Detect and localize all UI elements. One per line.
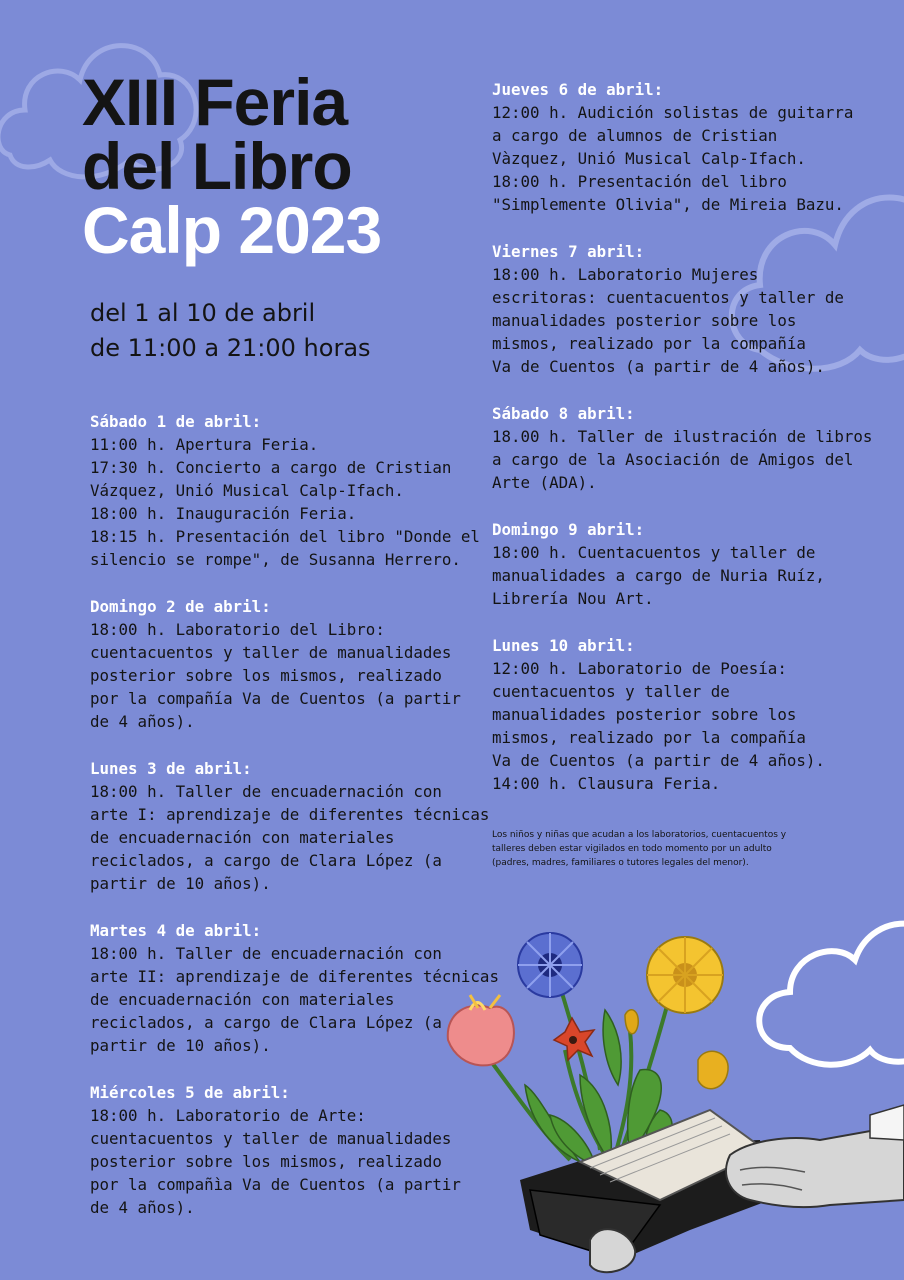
- day-block: [90, 1081, 461, 1219]
- event-line: 18.00 h. Taller de ilustración de libros: [492, 427, 873, 446]
- flower-icon: [518, 933, 582, 997]
- day-block: [90, 919, 499, 1057]
- day-block: [492, 518, 825, 610]
- day-heading: Lunes 10 abril:: [492, 636, 635, 655]
- event-line: Vàzquez, Unió Musical Calp-Ifach.: [492, 149, 806, 168]
- title-line-3: Calp 2023: [82, 193, 382, 267]
- event-line: arte I: aprendizaje de diferentes técnicas: [90, 805, 490, 824]
- event-line: manualidades posterior sobre los: [492, 705, 797, 724]
- event-line: Va de Cuentos (a partir de 4 años).: [492, 357, 825, 376]
- day-heading: Miércoles 5 de abril:: [90, 1083, 290, 1102]
- event-line: de encuadernación con materiales: [90, 990, 395, 1009]
- event-line: 18:00 h. Laboratorio Mujeres: [492, 265, 759, 284]
- event-line: posterior sobre los mismos, realizado: [90, 666, 442, 685]
- event-line: silencio se rompe", de Susanna Herrero.: [90, 550, 461, 569]
- event-line: posterior sobre los mismos, realizado: [90, 1152, 442, 1171]
- event-line: arte II: aprendizaje de diferentes técnicas: [90, 967, 499, 986]
- day-block: [90, 410, 480, 571]
- event-line: 12:00 h. Laboratorio de Poesía:: [492, 659, 787, 678]
- event-line: 18:00 h. Laboratorio del Libro:: [90, 620, 385, 639]
- event-line: de 4 años).: [90, 1198, 195, 1217]
- event-line: manualidades a cargo de Nuria Ruíz,: [492, 566, 825, 585]
- event-line: cuentacuentos y taller de manualidades: [90, 643, 452, 662]
- event-line: 18:00 h. Cuentacuentos y taller de: [492, 543, 816, 562]
- event-line: 18:00 h. Inauguración Feria.: [90, 504, 357, 523]
- day-heading: Lunes 3 de abril:: [90, 759, 252, 778]
- event-line: reciclados, a cargo de Clara López (a: [90, 1013, 442, 1032]
- event-line: 18:00 h. Laboratorio de Arte:: [90, 1106, 366, 1125]
- event-line: mismos, realizado por la compañía: [492, 334, 806, 353]
- event-line: partir de 10 años).: [90, 874, 271, 893]
- event-line: reciclados, a cargo de Clara López (a: [90, 851, 442, 870]
- day-heading: Viernes 7 abril:: [492, 242, 645, 261]
- day-block: [492, 240, 844, 378]
- title-line-2: del Libro: [82, 129, 352, 203]
- day-block: [492, 78, 854, 216]
- day-block: [90, 595, 461, 733]
- date-range: del 1 al 10 de abril: [90, 299, 316, 327]
- event-line: "Simplemente Olivia", de Mireia Bazu.: [492, 195, 844, 214]
- event-line: a cargo de la Asociación de Amigos del: [492, 450, 854, 469]
- event-line: 18:00 h. Taller de encuadernación con: [90, 944, 442, 963]
- fair-dates: [90, 296, 371, 366]
- event-line: partir de 10 años).: [90, 1036, 271, 1055]
- flower-icon: [647, 937, 723, 1013]
- event-line: Arte (ADA).: [492, 473, 597, 492]
- note-line: Los niños y niñas que acudan a los laboratorios, cuentacuentos y: [492, 830, 787, 840]
- event-line: Vázquez, Unió Musical Calp-Ifach.: [90, 481, 404, 500]
- event-line: cuentacuentos y taller de: [492, 682, 730, 701]
- event-line: 12:00 h. Audición solistas de guitarra: [492, 103, 854, 122]
- event-line: manualidades posterior sobre los: [492, 311, 797, 330]
- event-line: escritoras: cuentacuentos y taller de: [492, 288, 844, 307]
- event-line: por la compañìa Va de Cuentos (a partir: [90, 1175, 461, 1194]
- day-block: [90, 757, 490, 895]
- event-line: a cargo de alumnos de Cristian: [492, 126, 778, 145]
- event-line: cuentacuentos y taller de manualidades: [90, 1129, 452, 1148]
- event-line: por la compañía Va de Cuentos (a partir: [90, 689, 461, 708]
- opening-hours: de 11:00 a 21:00 horas: [90, 334, 371, 362]
- day-heading: Sábado 1 de abril:: [90, 412, 262, 431]
- supervision-note: [492, 828, 786, 870]
- book-flowers-illustration: [430, 900, 904, 1280]
- event-line: Librería Nou Art.: [492, 589, 654, 608]
- day-block: [492, 634, 825, 795]
- program-right-column: [492, 78, 873, 819]
- poster-title: [82, 65, 382, 267]
- day-heading: Sábado 8 abril:: [492, 404, 635, 423]
- event-line: de encuadernación con materiales: [90, 828, 395, 847]
- event-line: mismos, realizado por la compañía: [492, 728, 806, 747]
- event-line: de 4 años).: [90, 712, 195, 731]
- flower-icon: [554, 1018, 594, 1060]
- day-heading: Domingo 9 abril:: [492, 520, 645, 539]
- flower-icon: [448, 995, 514, 1065]
- event-line: 11:00 h. Apertura Feria.: [90, 435, 319, 454]
- event-line: 17:30 h. Concierto a cargo de Cristian: [90, 458, 452, 477]
- event-line: 18:00 h. Presentación del libro: [492, 172, 787, 191]
- note-line: (padres, madres, familiares o tutores legales del menor).: [492, 858, 749, 868]
- day-heading: Jueves 6 de abril:: [492, 80, 664, 99]
- event-line: 14:00 h. Clausura Feria.: [492, 774, 721, 793]
- day-heading: Domingo 2 de abril:: [90, 597, 271, 616]
- note-line: talleres deben estar vigilados en todo momento por un adulto: [492, 844, 772, 854]
- event-line: 18:00 h. Taller de encuadernación con: [90, 782, 442, 801]
- day-heading: Martes 4 de abril:: [90, 921, 262, 940]
- title-line-1: XIII Feria: [82, 65, 348, 139]
- event-line: 18:15 h. Presentación del libro "Donde el: [90, 527, 480, 546]
- day-block: [492, 402, 873, 494]
- program-left-column: [90, 410, 499, 1243]
- event-line: Va de Cuentos (a partir de 4 años).: [492, 751, 825, 770]
